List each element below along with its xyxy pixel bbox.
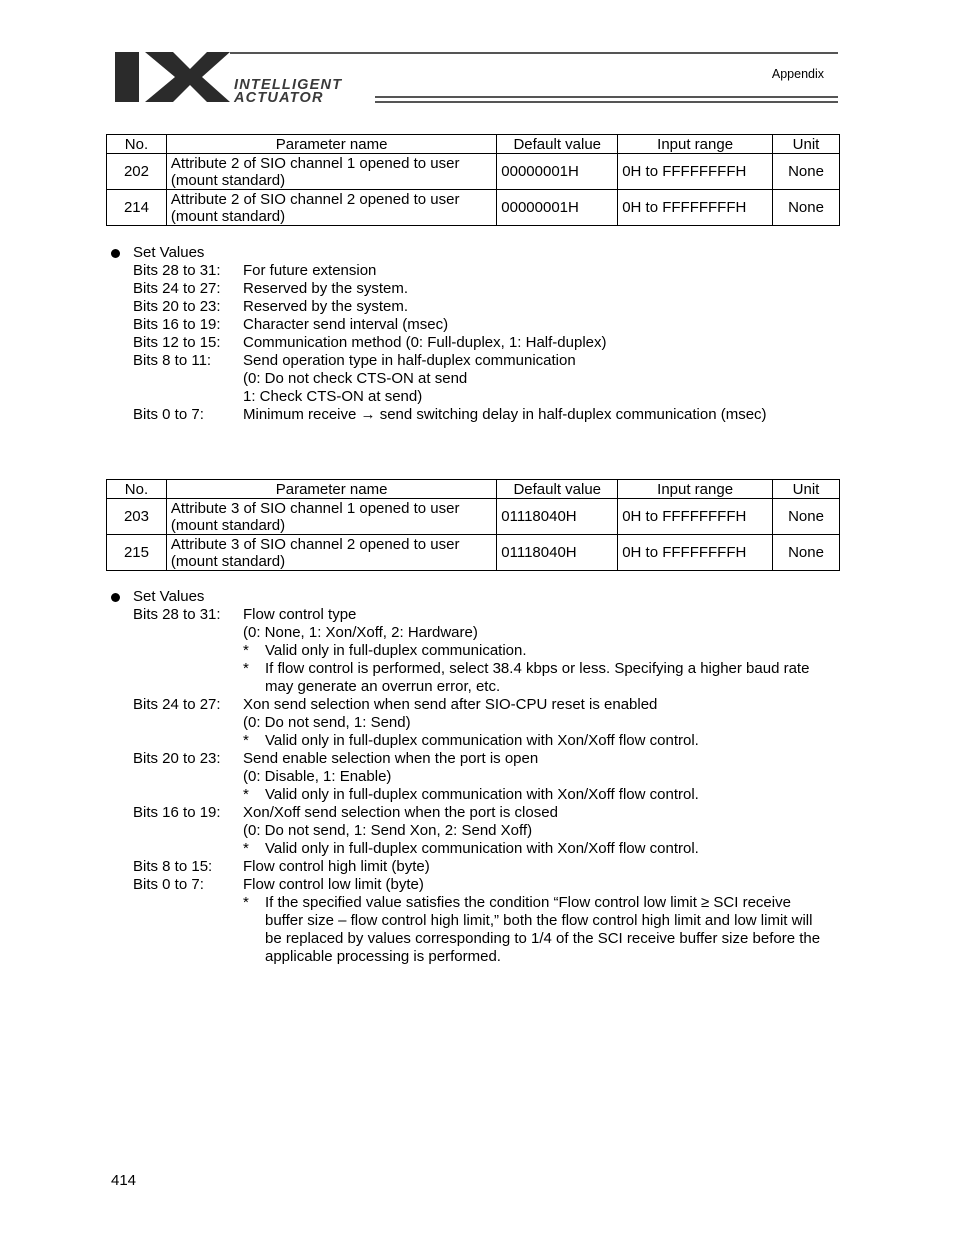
bit-note-continued: buffer size – flow control high limit,” both the flow control high limit and low limit will	[265, 912, 813, 929]
bit-range: Bits 8 to 15:	[133, 858, 213, 875]
cell-parameter-name	[166, 154, 496, 190]
cell-input-range: 0H to FFFFFFFFH	[618, 535, 773, 571]
parameter-table-attribute-3	[106, 479, 840, 571]
page-number: 414	[111, 1172, 137, 1189]
cell-unit: None	[773, 190, 840, 226]
cell-default-value: 00000001H	[497, 190, 618, 226]
table-row	[107, 499, 840, 535]
table-header-row	[107, 480, 840, 499]
bit-desc-continued: (0: Do not send, 1: Send Xon, 2: Send Xoff)	[243, 822, 533, 839]
set-values-section-2	[106, 588, 866, 966]
header-rule-mid	[375, 96, 838, 98]
bit-desc: Flow control type	[243, 606, 357, 623]
col-header-default-value: Default value	[497, 135, 618, 154]
name-line-2: (mount standard)	[170, 207, 286, 225]
cell-default-value: 01118040H	[497, 535, 618, 571]
bit-range: Bits 28 to 31:	[133, 606, 221, 623]
cell-unit: None	[773, 499, 840, 535]
bit-note-continued: applicable processing is performed.	[265, 948, 501, 965]
bit-range: Bits 28 to 31:	[133, 262, 221, 279]
col-header-unit: Unit	[773, 135, 840, 154]
bit-range: Bits 0 to 7:	[133, 406, 204, 423]
col-header-parameter-name: Parameter name	[166, 135, 496, 154]
col-header-no: No.	[107, 135, 167, 154]
cell-default-value: 00000001H	[497, 154, 618, 190]
bit-item	[106, 334, 866, 352]
bit-desc-continued: (0: Disable, 1: Enable)	[243, 768, 392, 785]
bit-item	[106, 298, 866, 316]
brand-line-2: ACTUATOR	[234, 90, 324, 106]
bit-note: * If flow control is performed, select 38.4 kbps or less. Specifying a higher baud rate	[243, 660, 810, 677]
bit-item	[106, 606, 866, 624]
bit-item	[106, 352, 866, 370]
cell-no: 215	[107, 535, 167, 571]
col-header-default-value: Default value	[497, 480, 618, 499]
bit-item	[106, 804, 866, 822]
set-values-heading: Set Values	[106, 588, 866, 606]
bit-item	[106, 858, 866, 876]
col-header-no: No.	[107, 480, 167, 499]
bit-note: * If the specified value satisfies the condition “Flow control low limit ≥ SCI receive	[243, 894, 791, 911]
bit-item	[106, 406, 866, 424]
col-header-input-range: Input range	[618, 135, 773, 154]
bit-desc: For future extension	[243, 262, 377, 279]
bit-item	[106, 750, 866, 768]
cell-input-range: 0H to FFFFFFFFH	[618, 499, 773, 535]
cell-default-value: 01118040H	[497, 499, 618, 535]
header-rule-bottom	[375, 101, 838, 103]
bit-note-continued: may generate an overrun error, etc.	[265, 678, 501, 695]
bit-range: Bits 16 to 19:	[133, 316, 221, 333]
bit-desc-continued: (0: Do not check CTS-ON at send	[243, 370, 468, 387]
col-header-unit: Unit	[773, 480, 840, 499]
bit-desc: Xon/Xoff send selection when the port is closed	[243, 804, 558, 821]
bit-desc: Communication method (0: Full-duplex, 1: Half-duplex)	[243, 334, 607, 351]
bit-note: * Valid only in full-duplex communication with Xon/Xoff flow control.	[243, 786, 699, 803]
name-line-1: Attribute 3 of SIO channel 1 opened to user	[170, 499, 460, 517]
table-row	[107, 535, 840, 571]
bit-desc: Flow control high limit (byte)	[243, 858, 430, 875]
bit-range: Bits 24 to 27:	[133, 280, 221, 297]
cell-no: 214	[107, 190, 167, 226]
bit-note: * Valid only in full-duplex communication with Xon/Xoff flow control.	[243, 732, 699, 749]
table-row	[107, 154, 840, 190]
table-row	[107, 190, 840, 226]
name-line-1: Attribute 3 of SIO channel 2 opened to user	[170, 535, 460, 553]
bit-desc: Send operation type in half-duplex communication	[243, 352, 576, 369]
cell-no: 202	[107, 154, 167, 190]
bit-desc-continued: 1: Check CTS-ON at send)	[243, 388, 423, 405]
bit-desc-continued: (0: Do not send, 1: Send)	[243, 714, 411, 731]
bit-note-continued: be replaced by values corresponding to 1/4 of the SCI receive buffer size before the	[265, 930, 821, 947]
col-header-parameter-name: Parameter name	[166, 480, 496, 499]
bullet-icon	[111, 249, 120, 258]
name-line-2: (mount standard)	[170, 171, 286, 189]
bit-desc: Send enable selection when the port is open	[243, 750, 539, 767]
bit-desc: Reserved by the system.	[243, 280, 409, 297]
bit-desc: Reserved by the system.	[243, 298, 409, 315]
cell-input-range: 0H to FFFFFFFFH	[618, 190, 773, 226]
name-line-2: (mount standard)	[170, 516, 286, 534]
name-line-1: Attribute 2 of SIO channel 2 opened to user	[170, 190, 460, 208]
bit-note: * Valid only in full-duplex communication.	[243, 642, 527, 659]
cell-input-range: 0H to FFFFFFFFH	[618, 154, 773, 190]
bit-range: Bits 12 to 15:	[133, 334, 221, 351]
cell-unit: None	[773, 154, 840, 190]
bit-desc: Minimum receive → send switching delay in half-duplex communication (msec)	[243, 406, 767, 423]
header-rule-top	[230, 52, 838, 54]
set-values-section-1	[106, 244, 866, 424]
cell-parameter-name	[166, 535, 496, 571]
bit-desc: Xon send selection when send after SIO-CPU reset is enabled	[243, 696, 658, 713]
section-label: Appendix	[771, 67, 824, 81]
cell-parameter-name	[166, 190, 496, 226]
bit-range: Bits 0 to 7:	[133, 876, 204, 893]
name-line-2: (mount standard)	[170, 552, 286, 570]
table-header-row	[107, 135, 840, 154]
col-header-input-range: Input range	[618, 480, 773, 499]
bit-range: Bits 24 to 27:	[133, 696, 221, 713]
bit-item	[106, 696, 866, 714]
bit-desc: Flow control low limit (byte)	[243, 876, 424, 893]
bit-item	[106, 316, 866, 334]
bullet-icon	[111, 593, 120, 602]
bit-note: * Valid only in full-duplex communication with Xon/Xoff flow control.	[243, 840, 699, 857]
bit-item	[106, 876, 866, 894]
bit-item	[106, 280, 866, 298]
set-values-heading: Set Values	[106, 244, 866, 262]
parameter-table-attribute-2	[106, 134, 840, 226]
bit-range: Bits 8 to 11:	[133, 352, 212, 369]
brand-line-1: INTELLIGENT	[234, 77, 343, 93]
bit-range: Bits 20 to 23:	[133, 298, 221, 315]
bit-desc-continued: (0: None, 1: Xon/Xoff, 2: Hardware)	[243, 624, 478, 641]
bit-item	[106, 262, 866, 280]
cell-no: 203	[107, 499, 167, 535]
cell-parameter-name	[166, 499, 496, 535]
bit-desc: Character send interval (msec)	[243, 316, 449, 333]
cell-unit: None	[773, 535, 840, 571]
company-logo	[115, 52, 230, 108]
name-line-1: Attribute 2 of SIO channel 1 opened to user	[170, 154, 460, 172]
bit-range: Bits 20 to 23:	[133, 750, 221, 767]
bit-range: Bits 16 to 19:	[133, 804, 221, 821]
